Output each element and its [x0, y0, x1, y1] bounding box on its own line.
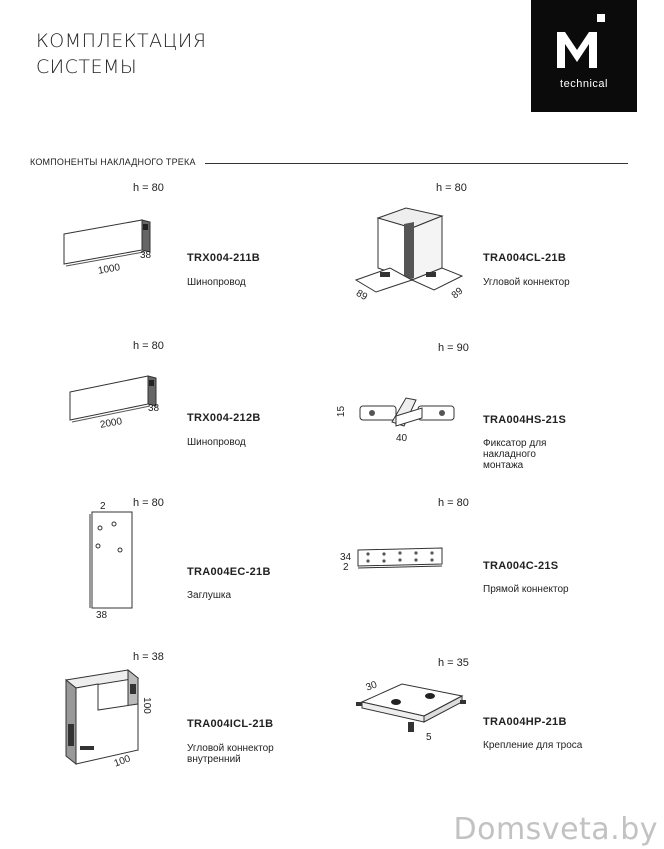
dim-width: 38 [96, 610, 108, 621]
dim-width: 38 [148, 403, 160, 414]
item-code: TRA004ICL-21B [187, 718, 274, 730]
item-height: h = 35 [438, 657, 469, 669]
dim-left: 89 [353, 287, 370, 304]
title-line-2: СИСТЕМЫ [36, 56, 138, 78]
item-code: TRA004EC-21B [187, 566, 271, 578]
item-height: h = 80 [133, 340, 164, 352]
dim-height: 15 [336, 405, 348, 418]
item-code: TRA004HP-21B [483, 716, 567, 728]
item-height: h = 90 [438, 342, 469, 354]
item-description: Фиксатор для накладного монтажа [483, 438, 547, 471]
item-code: TRA004HS-21S [483, 414, 567, 426]
dim-width: 100 [112, 753, 133, 770]
dim-width: 38 [140, 250, 152, 261]
item-height: h = 80 [133, 182, 164, 194]
item-description: Шинопровод [187, 277, 246, 288]
item-code: TRA004C-21S [483, 560, 559, 572]
logo-text: technical [560, 78, 608, 90]
watermark: Domsveta.by [453, 812, 658, 847]
brand-logo [531, 0, 637, 112]
item-code: TRX004-212B [187, 412, 261, 424]
end-cap-image [84, 508, 136, 612]
dim-width: 34 [340, 552, 352, 563]
item-code: TRA004CL-21B [483, 252, 567, 264]
corner-connector-image [350, 206, 470, 298]
item-description: Угловой коннектор внутренний [187, 743, 274, 765]
dim-length: 2000 [99, 416, 124, 431]
item-height: h = 38 [133, 651, 164, 663]
item-description: Крепление для троса [483, 740, 583, 751]
item-description: Шинопровод [187, 437, 246, 448]
inner-corner-connector-image [58, 664, 144, 770]
item-height: h = 80 [133, 497, 164, 509]
dim-width: 30 [364, 679, 379, 694]
dim-thickness: 5 [426, 732, 432, 743]
section-divider [205, 163, 628, 164]
item-description: Угловой коннектор [483, 277, 570, 288]
title-line-1: КОМПЛЕКТАЦИЯ [36, 30, 207, 52]
item-description: Заглушка [187, 590, 232, 601]
mount-fixator-image [352, 392, 462, 436]
dim-length: 1000 [97, 262, 122, 277]
item-height: h = 80 [436, 182, 467, 194]
item-description: Прямой коннектор [483, 584, 569, 595]
straight-connector-image [352, 546, 448, 572]
section-title: КОМПОНЕНТЫ НАКЛАДНОГО ТРЕКА [30, 157, 196, 167]
page-title [36, 28, 206, 80]
dim-thickness: 2 [100, 501, 106, 512]
mi-logo-mark [553, 10, 615, 72]
dim-right: 89 [449, 285, 466, 302]
item-height: h = 80 [438, 497, 469, 509]
dim-thickness: 2 [343, 562, 349, 573]
dim-depth: 100 [140, 697, 152, 714]
dim-length: 40 [396, 433, 408, 444]
item-code: TRX004-211B [187, 252, 261, 264]
